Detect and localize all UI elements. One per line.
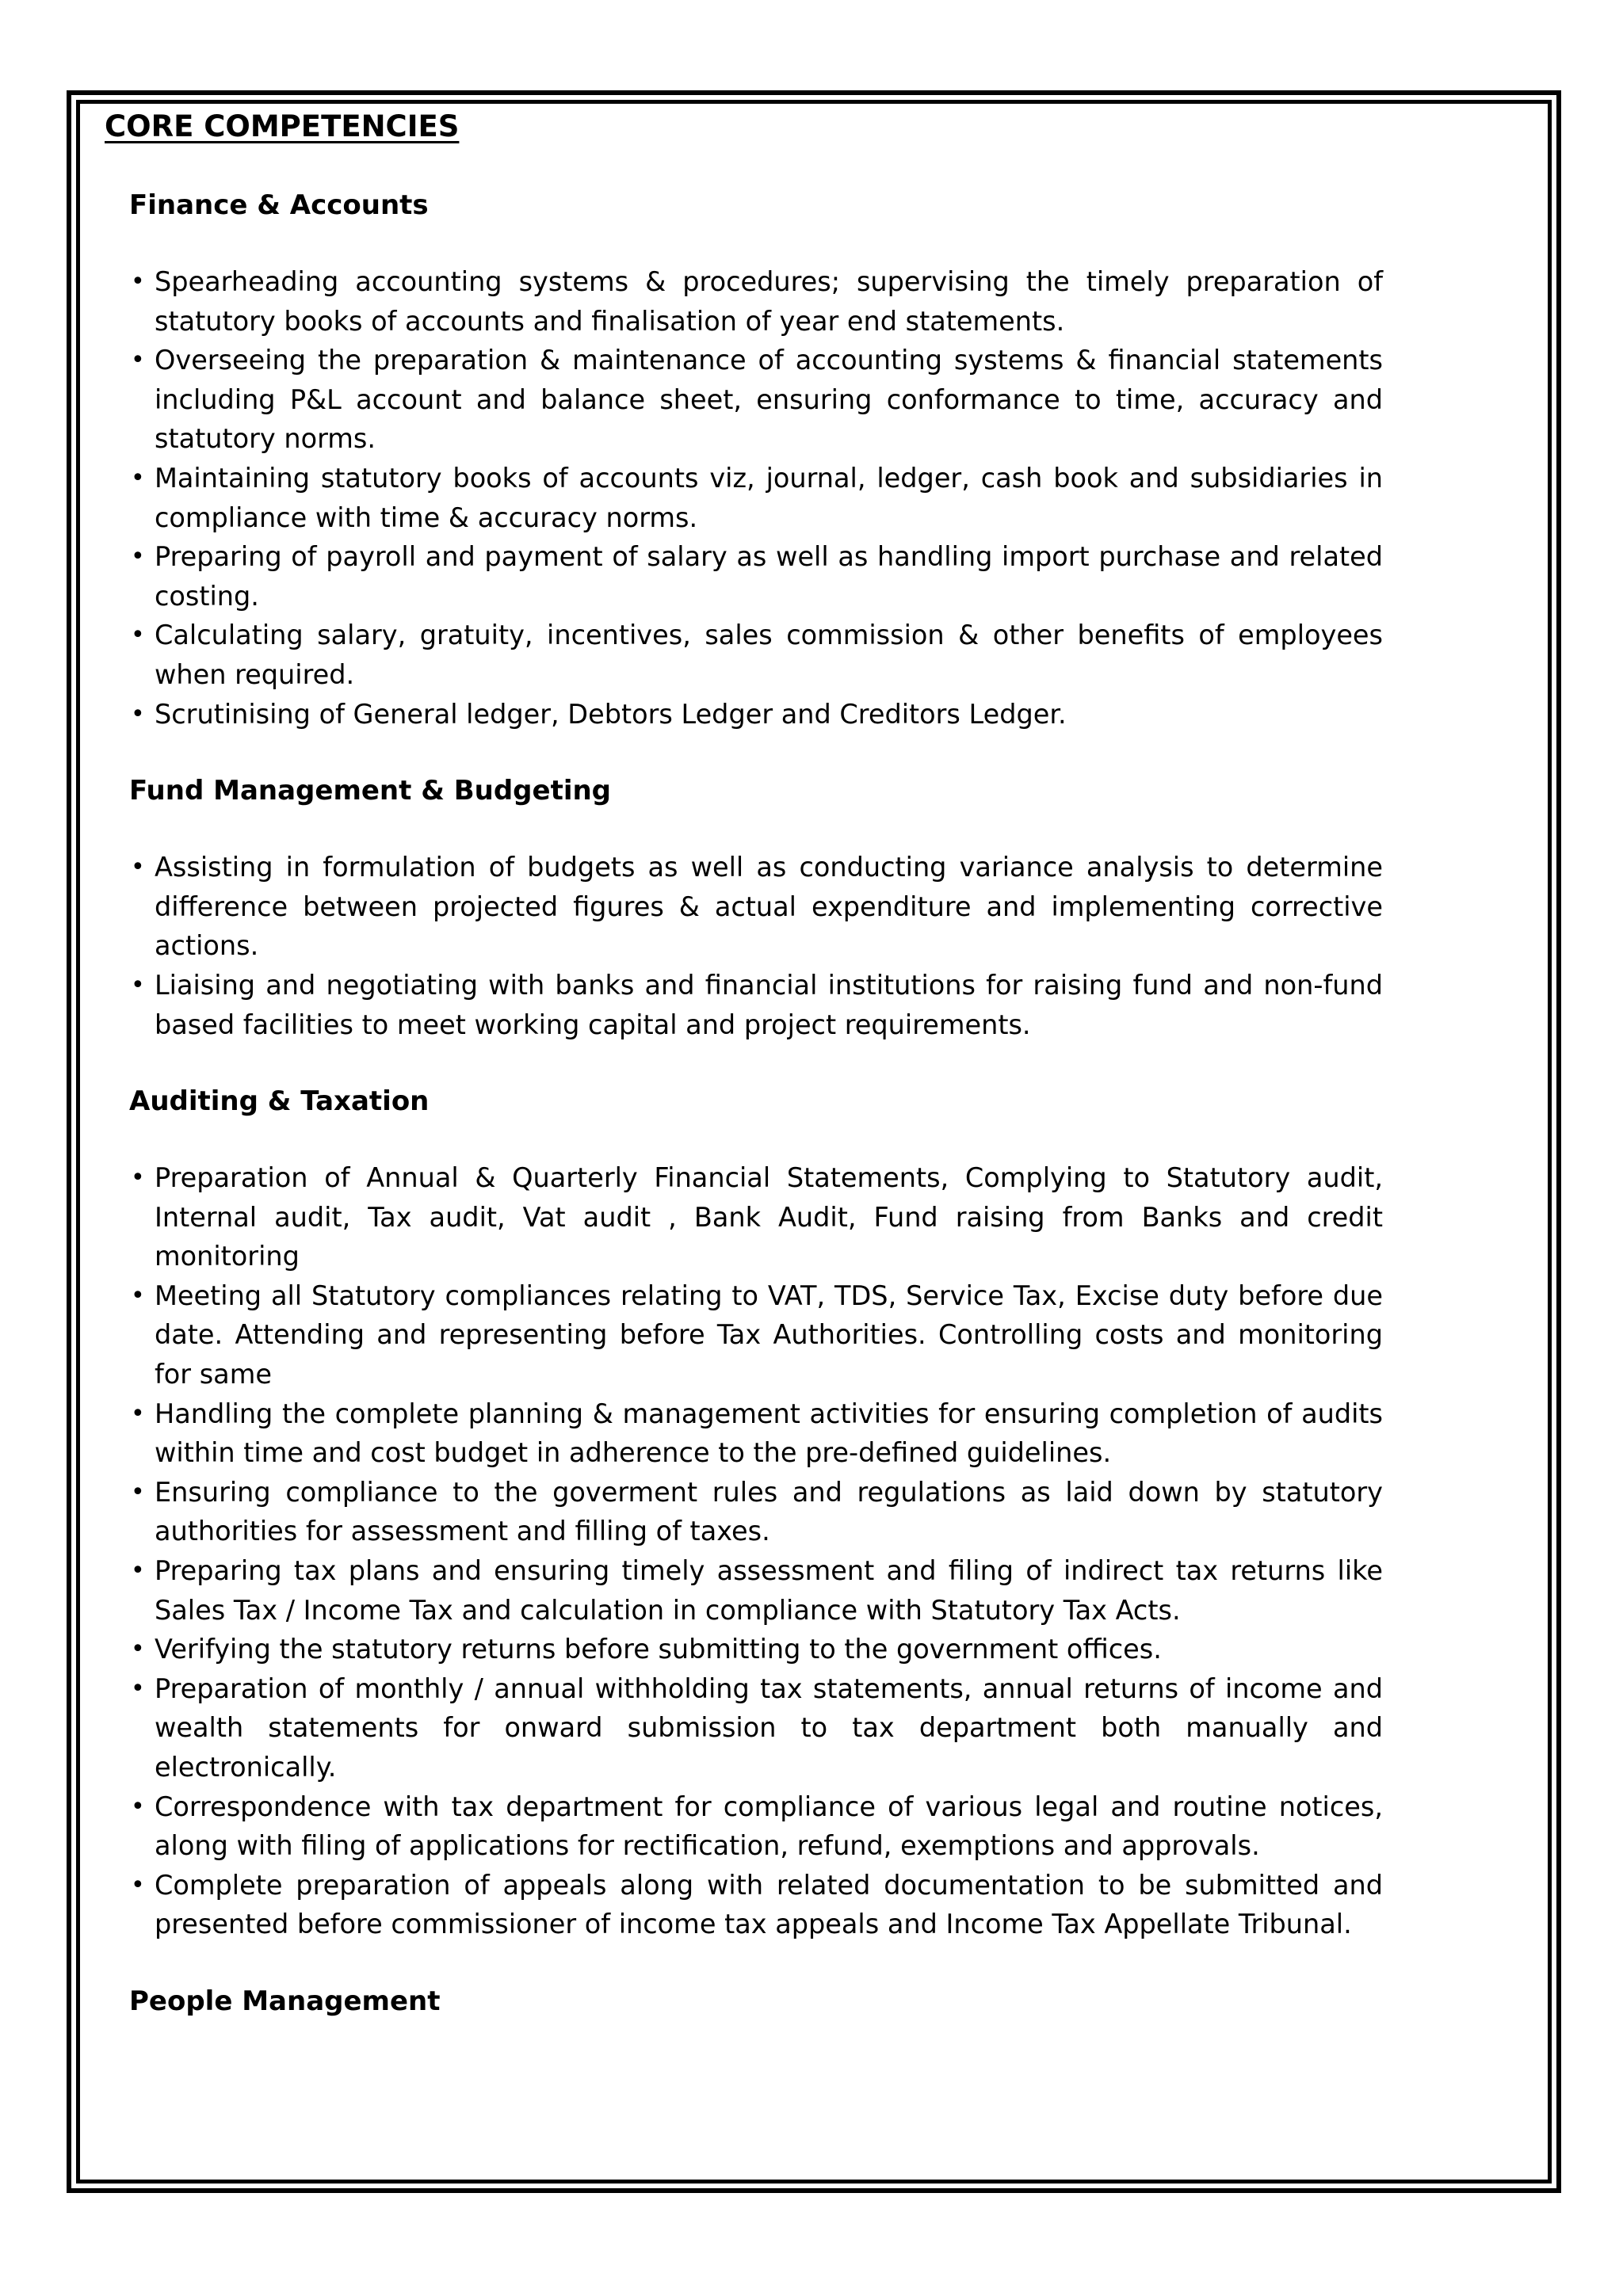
section-heading-fund-management: Fund Management & Budgeting [129, 775, 612, 807]
list-item: • Calculating salary, gratuity, incentives, sales commission & other benefits of employees when required. [129, 616, 1383, 694]
bullet-icon: • [131, 621, 145, 650]
list-item: • Preparation of Annual & Quarterly Financial Statements, Complying to Statutory audit, Internal audit, Tax audit, Vat audit , Bank Audit, Fund raising from Banks and credit monitoring [129, 1158, 1383, 1276]
list-item: • Verifying the statutory returns before submitting to the government offices. [129, 1630, 1383, 1669]
list-item: • Maintaining statutory books of accounts viz, journal, ledger, cash book and subsidiaries in compliance with time & accuracy norms. [129, 459, 1383, 537]
bullet-icon: • [131, 1478, 145, 1506]
list-item: • Meeting all Statutory compliances relating to VAT, TDS, Service Tax, Excise duty before due date. Attending and representing before Tax Authorities. Controlling costs and monitoring for same [129, 1276, 1383, 1394]
list-item: • Handling the complete planning & management activities for ensuring completion of audits within time and cost budget in adherence to the pre-defined guidelines. [129, 1394, 1383, 1473]
list-item: • Assisting in formulation of budgets as well as conducting variance analysis to determine difference between projected figures & actual expenditure and implementing corrective actions. [129, 848, 1383, 966]
competencies-content [129, 185, 1383, 2021]
bullet-icon: • [131, 971, 145, 999]
fund-management-list [129, 848, 1383, 1044]
page-title: CORE COMPETENCIES [105, 109, 460, 143]
list-item: • Scrutinising of General ledger, Debtors Ledger and Creditors Ledger. [129, 695, 1383, 734]
finance-accounts-list [129, 262, 1383, 734]
list-item: • Liaising and negotiating with banks and financial institutions for raising fund and non-fund based facilities to meet working capital and project requirements. [129, 966, 1383, 1044]
bullet-icon: • [131, 853, 145, 882]
list-item: • Spearheading accounting systems & procedures; supervising the timely preparation of statutory books of accounts and finalisation of year end statements. [129, 262, 1383, 341]
bullet-icon: • [131, 543, 145, 571]
section-heading-people-management: People Management [129, 1985, 441, 2017]
bullet-icon: • [131, 1164, 145, 1192]
list-item: • Overseeing the preparation & maintenance of accounting systems & financial statements including P&L account and balance sheet, ensuring conformance to time, accuracy and statutory norms. [129, 341, 1383, 459]
list-item: • Ensuring compliance to the goverment rules and regulations as laid down by statutory authorities for assessment and filling of taxes. [129, 1473, 1383, 1551]
bullet-icon: • [131, 463, 145, 492]
bullet-icon: • [131, 700, 145, 728]
bullet-icon: • [131, 1399, 145, 1428]
bullet-icon: • [131, 1792, 145, 1821]
bullet-icon: • [131, 1871, 145, 1899]
bullet-icon: • [131, 1674, 145, 1703]
bullet-icon: • [131, 1281, 145, 1310]
list-item: • Preparing tax plans and ensuring timely assessment and filing of indirect tax returns like Sales Tax / Income Tax and calculation in compliance with Statutory Tax Acts. [129, 1551, 1383, 1630]
bullet-icon: • [131, 1635, 145, 1664]
auditing-taxation-list [129, 1158, 1383, 1944]
list-item: • Correspondence with tax department for compliance of various legal and routine notices, along with filing of applications for rectification, refund, exemptions and approvals. [129, 1787, 1383, 1866]
bullet-icon: • [131, 268, 145, 296]
section-heading-finance-accounts: Finance & Accounts [129, 189, 429, 221]
bullet-icon: • [131, 1557, 145, 1585]
bullet-icon: • [131, 346, 145, 375]
section-heading-auditing-taxation: Auditing & Taxation [129, 1085, 430, 1118]
list-item: • Complete preparation of appeals along with related documentation to be submitted and presented before commissioner of income tax appeals and Income Tax Appellate Tribunal. [129, 1866, 1383, 1944]
list-item: • Preparation of monthly / annual withholding tax statements, annual returns of income and wealth statements for onward submission to tax department both manually and electronically. [129, 1669, 1383, 1787]
list-item: • Preparing of payroll and payment of salary as well as handling import purchase and related costing. [129, 537, 1383, 616]
